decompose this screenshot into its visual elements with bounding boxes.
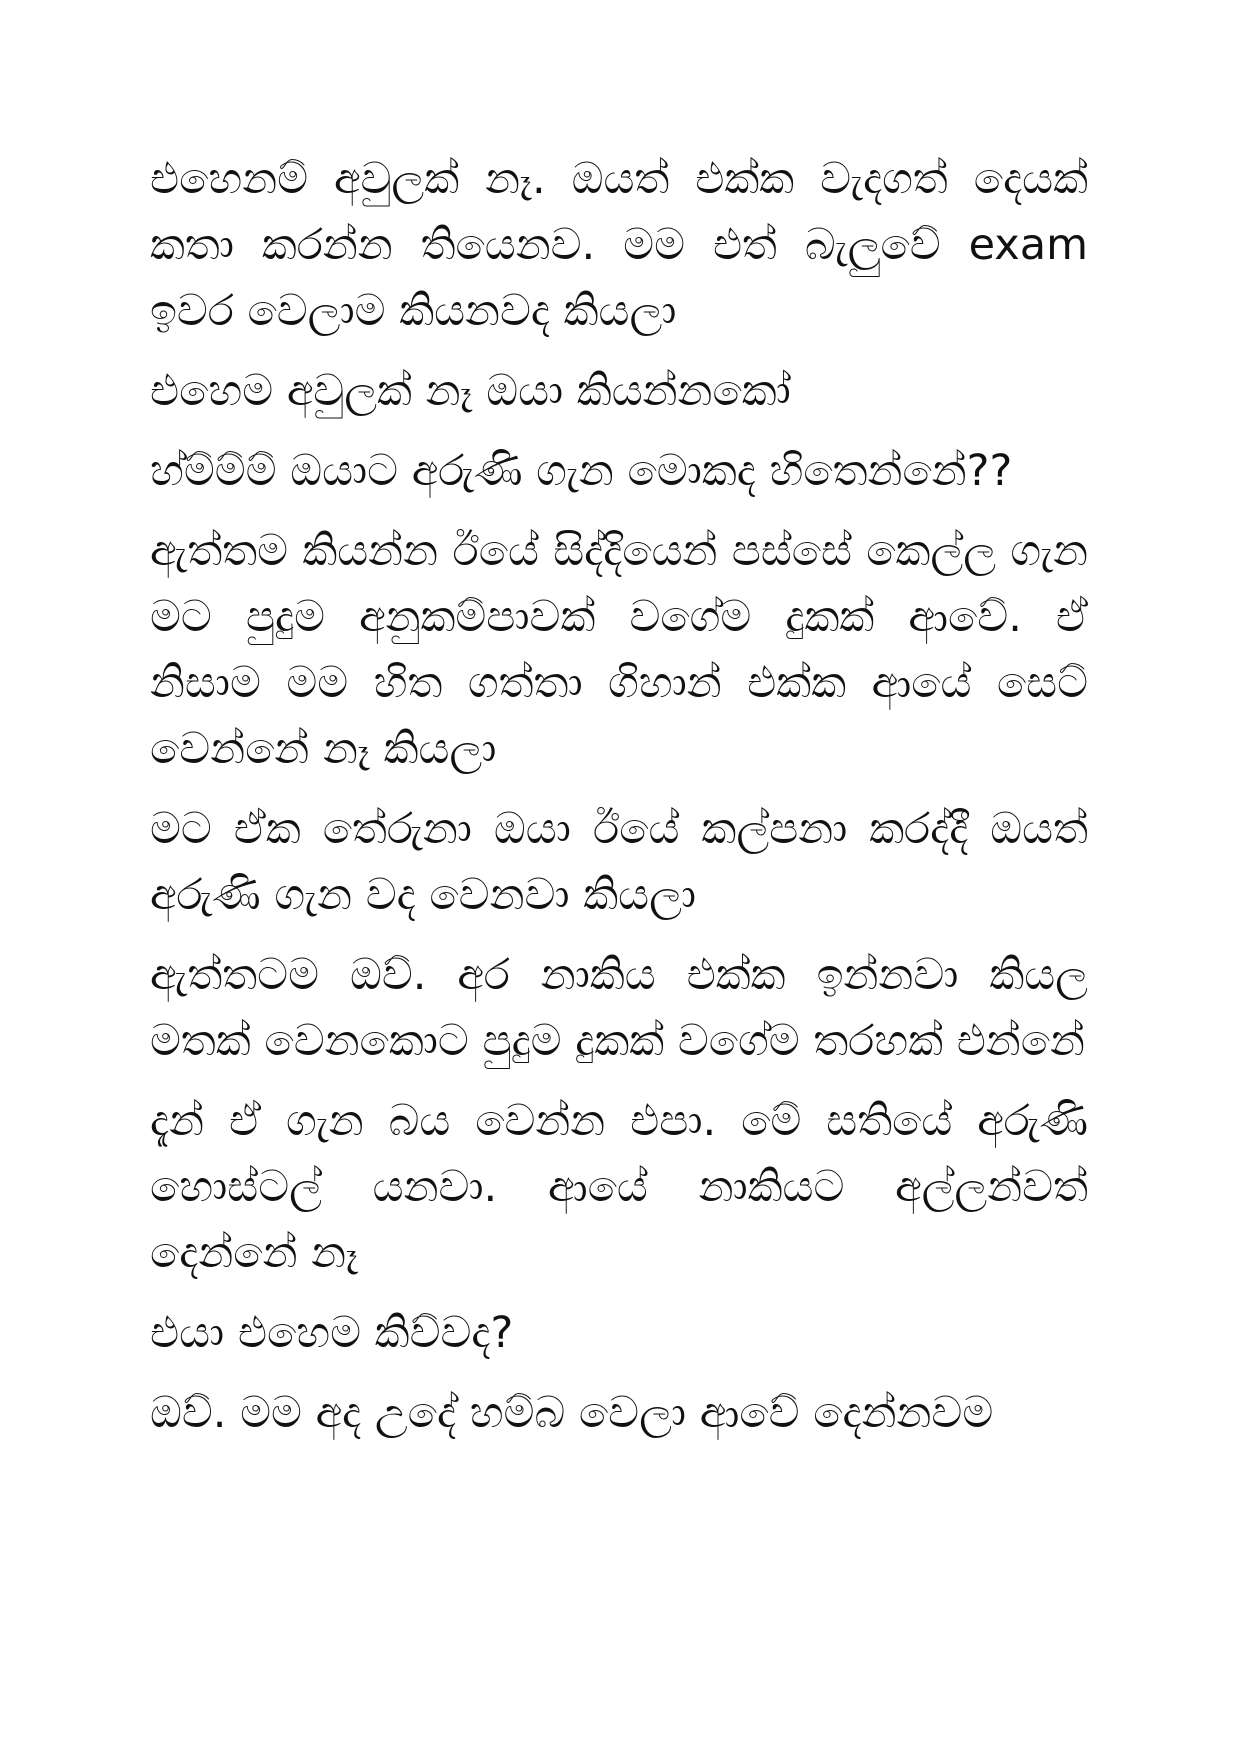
paragraph: මට ඒක තේරුනා ඔයා ඊයේ කල්පනා කරද්දී ඔයත් අරුණි ගැන වද වෙනවා කියලා [150,804,1088,920]
paragraph: ඇත්තම කියන්න ඊයේ සිද්දියෙන් පස්සේ කෙල්ල ගැන මට පුදුම අනුකම්පාවක් වගේම දුකක් ආවේ. ඒ නිසාම මම හිත ගත්තා ගිහාන් එක්ක ආයේ සෙට් වෙන්නේ නෑ කියලා [150,526,1088,774]
paragraph: හ්ම්ම්ම් ඔයාට අරුණි ගැන මොකද හිතෙන්නේ?? [150,446,1013,496]
paragraph: ඇත්තටම ඔව්. අර නාකිය එක්ක ඉන්නවා කියල මතක් වෙනකොට පුදුම දුකක් වගේම තරහක් එන්නේ [150,950,1088,1066]
story-text [150,146,1088,1460]
paragraph: එහෙම අවුලක් නෑ ඔයා කියන්නකෝ [150,366,791,416]
paragraph: එයා එහෙම කිව්වද? [150,1308,514,1358]
paragraph: දැන් ඒ ගැන බය වෙන්න එපා. මේ සතියේ අරුණි හොස්ටල් යනවා. ආයේ නාකියට අල්ලන්වත් දෙන්නේ නෑ [150,1096,1088,1278]
paragraph: එහෙනම් අවුලක් නෑ. ඔයත් එක්ක වැදගත් දෙයක් කතා කරන්න තියෙනව. මම එත් බැලුවේ exam ඉවර වෙලාම කියනවද කියලා [150,154,1088,336]
paragraph: ඔව්. මම අද උදේ හම්බ වෙලා ආවේ දෙන්නවම [150,1388,994,1438]
